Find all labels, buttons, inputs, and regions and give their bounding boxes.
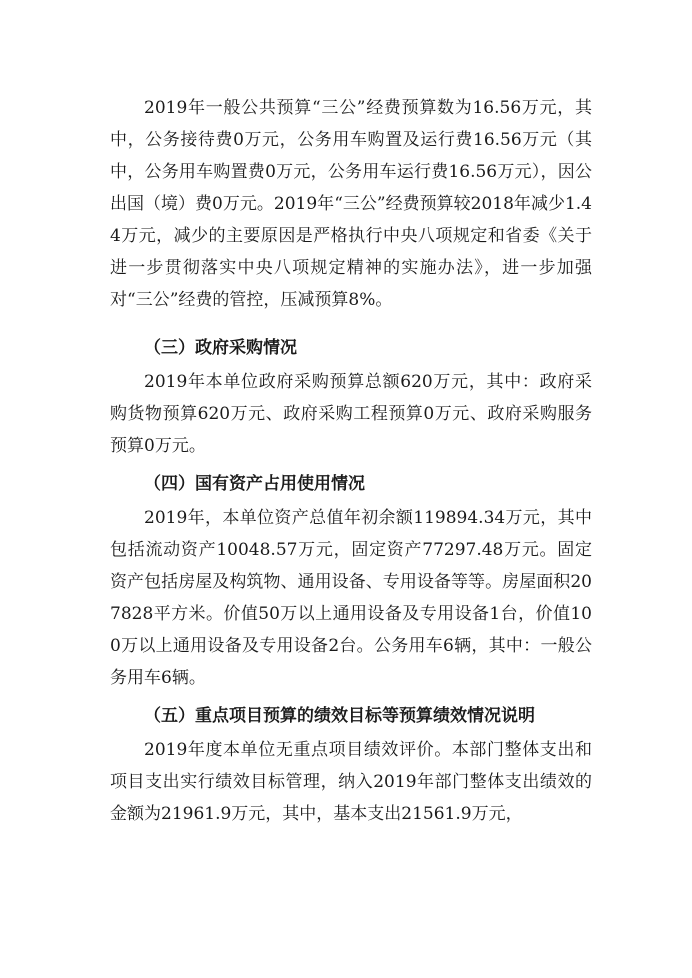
paragraph-three-public-funds: 2019年一般公共预算“三公”经费预算数为16.56万元，其中，公务接待费0万元，公务用车购置及运行费16.56万元（其中，公务用车购置费0万元，公务用车运行费16.56万元），因公出国（境）费0万元。2019年“三公”经费预算较2018年减少1.44万元，减少的主要原因是严格执行中央八项规定和省委《关于进一步贯彻落实中央八项规定精神的实施办法》，进一步加强对“三公”经费的管控，压减预算8%。 [110,98,592,310]
paragraph-performance-goals: 2019年度本单位无重点项目绩效评价。本部门整体支出和项目支出实行绩效目标管理，纳入2019年部门整体支出绩效的金额为21961.9万元，其中，基本支出21561.9万元， [110,740,592,824]
heading-state-assets: （四）国有资产占用使用情况 [144,474,365,494]
paragraph-government-procurement: 2019年本单位政府采购预算总额620万元，其中：政府采购货物预算620万元、政府采购工程预算0万元、政府采购服务预算0万元。 [110,372,592,456]
spacer [110,316,592,326]
heading-government-procurement: （三）政府采购情况 [144,338,297,358]
paragraph-state-assets: 2019年，本单位资产总值年初余额119894.34万元，其中包括流动资产10048.57万元，固定资产77297.48万元。固定资产包括房屋及构筑物、通用设备、专用设备等等。房屋面积207828平方米。价值50万以上通用设备及专用设备1台，价值100万以上通用设备及专用设备2台。公务用车6辆，其中：一般公务用车6辆。 [110,508,592,688]
document-body [110,92,592,830]
heading-performance-goals: （五）重点项目预算的绩效目标等预算绩效情况说明 [144,706,535,726]
